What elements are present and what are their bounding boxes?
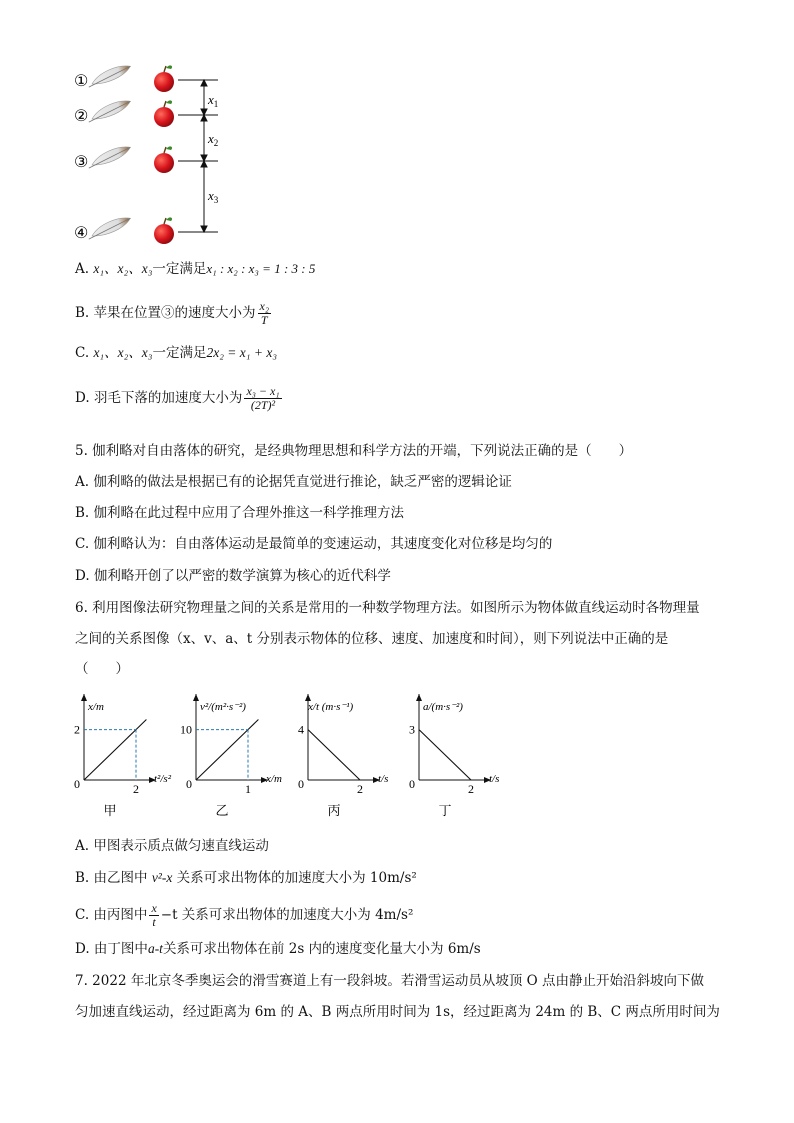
q4-option-a: A. x₁、x₂、x₃一定满足x₁ : x₂ : x₃ = 1 : 3 : 5	[75, 261, 316, 277]
q6-stem-line3: （ ）	[75, 661, 129, 677]
y-tick-label: 10	[180, 722, 192, 737]
feather-icon	[86, 215, 133, 240]
q6-option-d: D. 由丁图中a-t关系可求出物体在前 2s 内的速度变化量大小为 6m/s	[75, 941, 481, 957]
position-row-2	[74, 98, 174, 127]
x-tick-label: 2	[133, 782, 139, 796]
origin-label: 0	[186, 777, 192, 791]
q7-line1: 7. 2022 年北京冬季奥运会的滑雪赛道上有一段斜坡。若滑雪运动员从坡顶 O 点由静止开始沿斜坡向下做	[75, 973, 704, 989]
y-axis-label: v²/(m²·s⁻²)	[200, 701, 246, 713]
data-line-extension	[248, 720, 258, 730]
q4-option-d: D. 羽毛下落的加速度大小为 $\frac{\text{x₃ − x₁}}{\text{(2T)²}}$	[75, 384, 280, 412]
x-axis-label: t/s	[378, 773, 389, 785]
apple-icon	[154, 217, 174, 244]
q5-option-b: B. 伽利略在此过程中应用了合理外推这一科学推理方法	[75, 505, 405, 521]
position-row-1	[74, 63, 174, 92]
position-row-4	[74, 215, 174, 244]
q4-option-b: B. 苹果在位置③的速度大小为 $\frac{\text{x₂}}{T}$	[75, 299, 270, 327]
graph-name: 乙	[215, 803, 229, 818]
data-line	[308, 730, 360, 780]
apple-icon	[154, 100, 174, 127]
graph-name: 丙	[327, 803, 341, 818]
data-line	[196, 730, 248, 780]
q4-option-c: C. x₁、x₂、x₃一定满足2x₂ = x₁ + x₃	[75, 345, 278, 361]
x-tick-label: 2	[357, 782, 363, 796]
position-row-3	[74, 144, 174, 173]
y-tick-label: 2	[74, 722, 80, 737]
origin-label: 0	[74, 777, 80, 791]
y-axis-label: x/t (m·s⁻¹)	[308, 701, 354, 713]
position-number: ④	[74, 225, 89, 242]
position-number: ②	[74, 108, 89, 125]
graph-name: 甲	[103, 803, 117, 818]
data-line	[419, 730, 471, 780]
feather-icon	[86, 98, 133, 123]
y-axis-label: x/m	[88, 701, 104, 713]
q6-option-a: A. 甲图表示质点做匀速直线运动	[75, 838, 269, 854]
q6-option-c: C. 由丙图中 $\frac{x}{t}$ −t 关系可求出物体的加速度大小为 4m/s²	[75, 901, 414, 929]
graph-name: 丁	[438, 803, 452, 818]
data-line	[84, 730, 136, 780]
q6-graphs	[70, 690, 510, 820]
x-axis-label: t/s	[489, 773, 500, 785]
feather-apple-figure	[70, 62, 310, 250]
q6-stem-line1: 6. 利用图像法研究物理量之间的关系是常用的一种数学物理方法。如图所示为物体做直线运动时各物理量	[75, 600, 700, 616]
apple-icon	[154, 65, 174, 92]
q5-stem: 5. 伽利略对自由落体的研究，是经典物理思想和科学方法的开端，下列说法正确的是（ ）	[75, 443, 633, 459]
graph-1	[74, 694, 172, 818]
graph-2	[180, 694, 282, 818]
q6-option-b: B. 由乙图中 v²-x 关系可求出物体的加速度大小为 10m/s²	[75, 870, 417, 886]
q6-stem-line2: 之间的关系图像（x、v、a、t 分别表示物体的位移、速度、加速度和时间），则下列说法中正确的是	[75, 631, 669, 647]
q7-line2: 匀加速直线运动，经过距离为 6m 的 A、B 两点所用时间为 1s，经过距离为 24m 的 B、C 两点所用时间为	[75, 1004, 720, 1020]
position-number: ①	[74, 73, 89, 90]
q5-option-a: A. 伽利略的做法是根据已有的论据凭直觉进行推论，缺乏严密的逻辑论证	[75, 474, 512, 490]
feather-icon	[86, 63, 133, 88]
label-x1: $x_1$	[208, 92, 219, 109]
x-axis-label: t²/s²	[154, 773, 171, 785]
x-axis-label: x/m	[266, 773, 282, 785]
q5-option-d: D. 伽利略开创了以严密的数学演算为核心的近代科学	[75, 568, 391, 584]
x-tick-label: 1	[245, 782, 251, 796]
y-tick-label: 4	[298, 722, 304, 737]
origin-label: 0	[298, 777, 304, 791]
position-number: ③	[74, 154, 89, 171]
origin-label: 0	[409, 777, 415, 791]
data-line-extension	[136, 720, 146, 730]
apple-icon	[154, 146, 174, 173]
y-axis-label: a/(m·s⁻²)	[423, 701, 463, 713]
y-tick-label: 3	[409, 722, 415, 737]
label-x3: $x_3$	[208, 188, 219, 205]
feather-icon	[86, 144, 133, 169]
graph-4	[409, 694, 499, 818]
q5-option-c: C. 伽利略认为：自由落体运动是最简单的变速运动，其速度变化对位移是均匀的	[75, 536, 553, 552]
graph-3	[298, 694, 388, 818]
x-tick-label: 2	[468, 782, 474, 796]
label-x2: $x_2$	[208, 131, 219, 148]
